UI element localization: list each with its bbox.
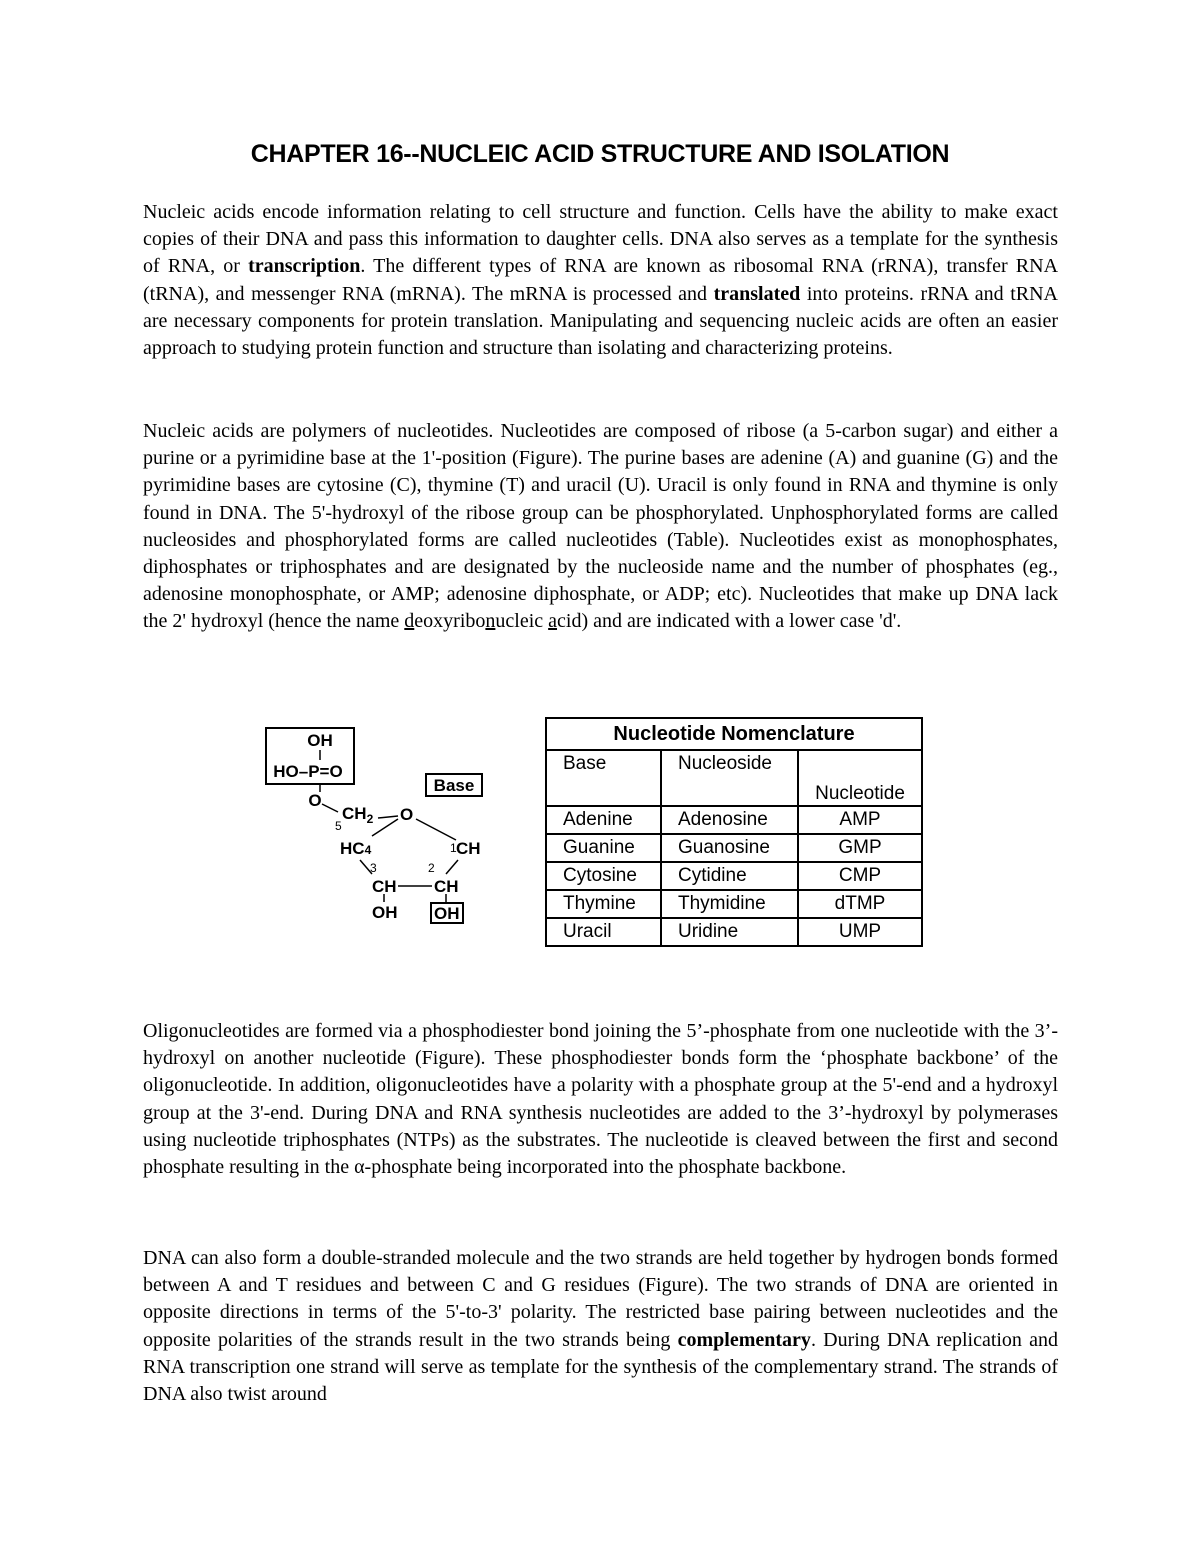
ester-oxygen: O <box>308 791 322 810</box>
text-run: Oligonucleotides are formed via a phosphodiester bond joining the 5’-phosphate from one nucleotide with the 3’-hydroxyl on another nucleotide (Figure). These phosphodiester bonds form the ‘phosphate backbone’ of the oligonucleotide. In addition, oligonucleotides have a polarity with a phosphate group at the 5'-end and a hydroxyl group at the 3'-end. During DNA and RNA synthesis nucleotides are added to the 3’-hydroxyl by polymerases using nucleotide triphosphates (NTPs) as the substrates. The nucleotide is cleaved between the first and second phosphate resulting in the α-phosphate being incorporated into the phosphate backbone. <box>143 1020 1058 1179</box>
cell-nucleoside: Adenosine <box>661 806 798 834</box>
table-row <box>546 918 922 946</box>
text-run: . The different types of RNA are known as ribosomal RNA (rRNA), transfer RNA (tRNA), and messenger RNA (mRNA). The mRNA is processed and <box>143 255 1059 305</box>
paragraph-oligonucleotides <box>143 1018 1058 1181</box>
bond-line <box>446 860 458 874</box>
c1-ch: CH <box>456 839 481 858</box>
nucleotide-structure-figure <box>260 722 500 932</box>
paragraph-intro <box>143 199 1058 362</box>
paragraph-double-strand <box>143 1245 1058 1408</box>
underline-letter: d <box>404 610 415 633</box>
cell-nucleoside: Guanosine <box>661 834 798 862</box>
bold-term-transcription: transcription <box>248 255 361 278</box>
nucleotide-nomenclature-table <box>545 717 923 947</box>
cell-base: Uracil <box>546 918 661 946</box>
table-row <box>546 862 922 890</box>
text-run: Nucleic acids encode information relating to cell structure and function. Cells have the ability to make exact copies of their DNA and pass this information to daughter cells. DNA also serves as a template for the synthesis of RNA, or <box>143 201 1058 278</box>
phosphate-ho-p-o: HO–P=O <box>273 762 343 781</box>
bold-term-complementary: complementary <box>677 1328 811 1351</box>
bond-line <box>372 819 398 836</box>
cell-nucleoside: Uridine <box>661 918 798 946</box>
ring-oxygen: O <box>400 805 414 824</box>
cell-nucleoside: Thymidine <box>661 890 798 918</box>
ch2-group <box>342 804 374 826</box>
cell-nucleotide: CMP <box>798 862 922 890</box>
bond-line <box>378 816 398 818</box>
paragraph-nucleotides <box>143 418 1058 636</box>
table-row <box>546 806 922 834</box>
text-run: cid) and are indicated with a lower case 'd'. <box>557 610 902 633</box>
phosphate-oh: OH <box>307 731 333 750</box>
table-row <box>546 890 922 918</box>
cell-nucleotide: dTMP <box>798 890 922 918</box>
underline-letter: n <box>485 610 496 633</box>
text-run: ucleic <box>495 610 549 633</box>
carbon-number-1: 1 <box>450 841 457 855</box>
c3-hydroxyl: OH <box>372 903 398 922</box>
bond-line <box>416 819 456 840</box>
header-nucleotide: Nucleotide <box>798 750 922 806</box>
ch2-text: CH <box>342 804 367 823</box>
c2-ch: CH <box>434 877 459 896</box>
cell-base: Thymine <box>546 890 661 918</box>
text-run: eoxyribo <box>414 610 486 633</box>
header-base: Base <box>546 750 661 806</box>
c2-hydroxyl: OH <box>434 904 460 923</box>
cell-base: Cytosine <box>546 862 661 890</box>
table-caption: Nucleotide Nomenclature <box>546 718 922 750</box>
underline-letter: a <box>548 610 558 633</box>
carbon-number-5: 5 <box>335 819 342 833</box>
text-run: . During DNA replication and RNA transcription one strand will serve as template for the synthesis of the complementary strand. The strands of DNA also twist around <box>143 1328 1059 1406</box>
text-run: into proteins. rRNA and tRNA are necessary components for protein translation. Manipulating and sequencing nucleic acids are often an easier approach to studying protein function and structure than isolating and characterizing proteins. <box>143 282 1058 360</box>
carbon-number-4: 4 <box>364 843 372 857</box>
cell-base: Adenine <box>546 806 661 834</box>
text-run: DNA can also form a double-stranded molecule and the two strands are held together by hydrogen bonds formed between A and T residues and between C and G residues (Figure). The two strands of DNA are oriented in opposite directions in terms of the 5'-to-3' polarity. The restricted base pairing between nucleotides and the opposite polarities of the strands result in the two strands being <box>143 1247 1058 1351</box>
hc4-text: HC <box>340 839 365 858</box>
c4-hc <box>340 839 372 858</box>
chapter-title: CHAPTER 16--NUCLEIC ACID STRUCTURE AND ISOLATION <box>250 140 950 168</box>
carbon-number-2: 2 <box>428 861 435 875</box>
cell-base: Guanine <box>546 834 661 862</box>
carbon-number-3: 3 <box>370 861 377 875</box>
cell-nucleotide: UMP <box>798 918 922 946</box>
bold-term-translated: translated <box>713 282 801 305</box>
ch2-subscript: 2 <box>366 812 374 826</box>
bond-line <box>322 804 338 812</box>
cell-nucleotide: AMP <box>798 806 922 834</box>
cell-nucleoside: Cytidine <box>661 862 798 890</box>
table-row <box>546 834 922 862</box>
base-label: Base <box>433 776 475 795</box>
nucleotide-structure-diagram <box>260 722 500 932</box>
c3-ch: CH <box>372 877 397 896</box>
cell-nucleotide: GMP <box>798 834 922 862</box>
header-nucleoside: Nucleoside <box>661 750 798 806</box>
text-run: Nucleic acids are polymers of nucleotides. Nucleotides are composed of ribose (a 5-carbon sugar) and either a purine or a pyrimidine base at the 1'-position (Figure). The purine bases are adenine (A) and guanine (G) and the pyrimidine bases are cytosine (C), thymine (T) and uracil (U). Uracil is only found in RNA and thymine is only found in DNA. The 5'-hydroxyl of the ribose group can be phosphorylated. Unphosphorylated forms are called nucleosides and phosphorylated forms are called nucleotides (Table). Nucleotides exist as monophosphates, diphosphates or triphosphates and are designated by the nucleoside name and the number of phosphates (eg., adenosine monophosphate, or AMP; adenosine diphosphate, or ADP; etc). Nucleotides that make up DNA lack the 2' hydroxyl (hence the name <box>143 420 1058 633</box>
